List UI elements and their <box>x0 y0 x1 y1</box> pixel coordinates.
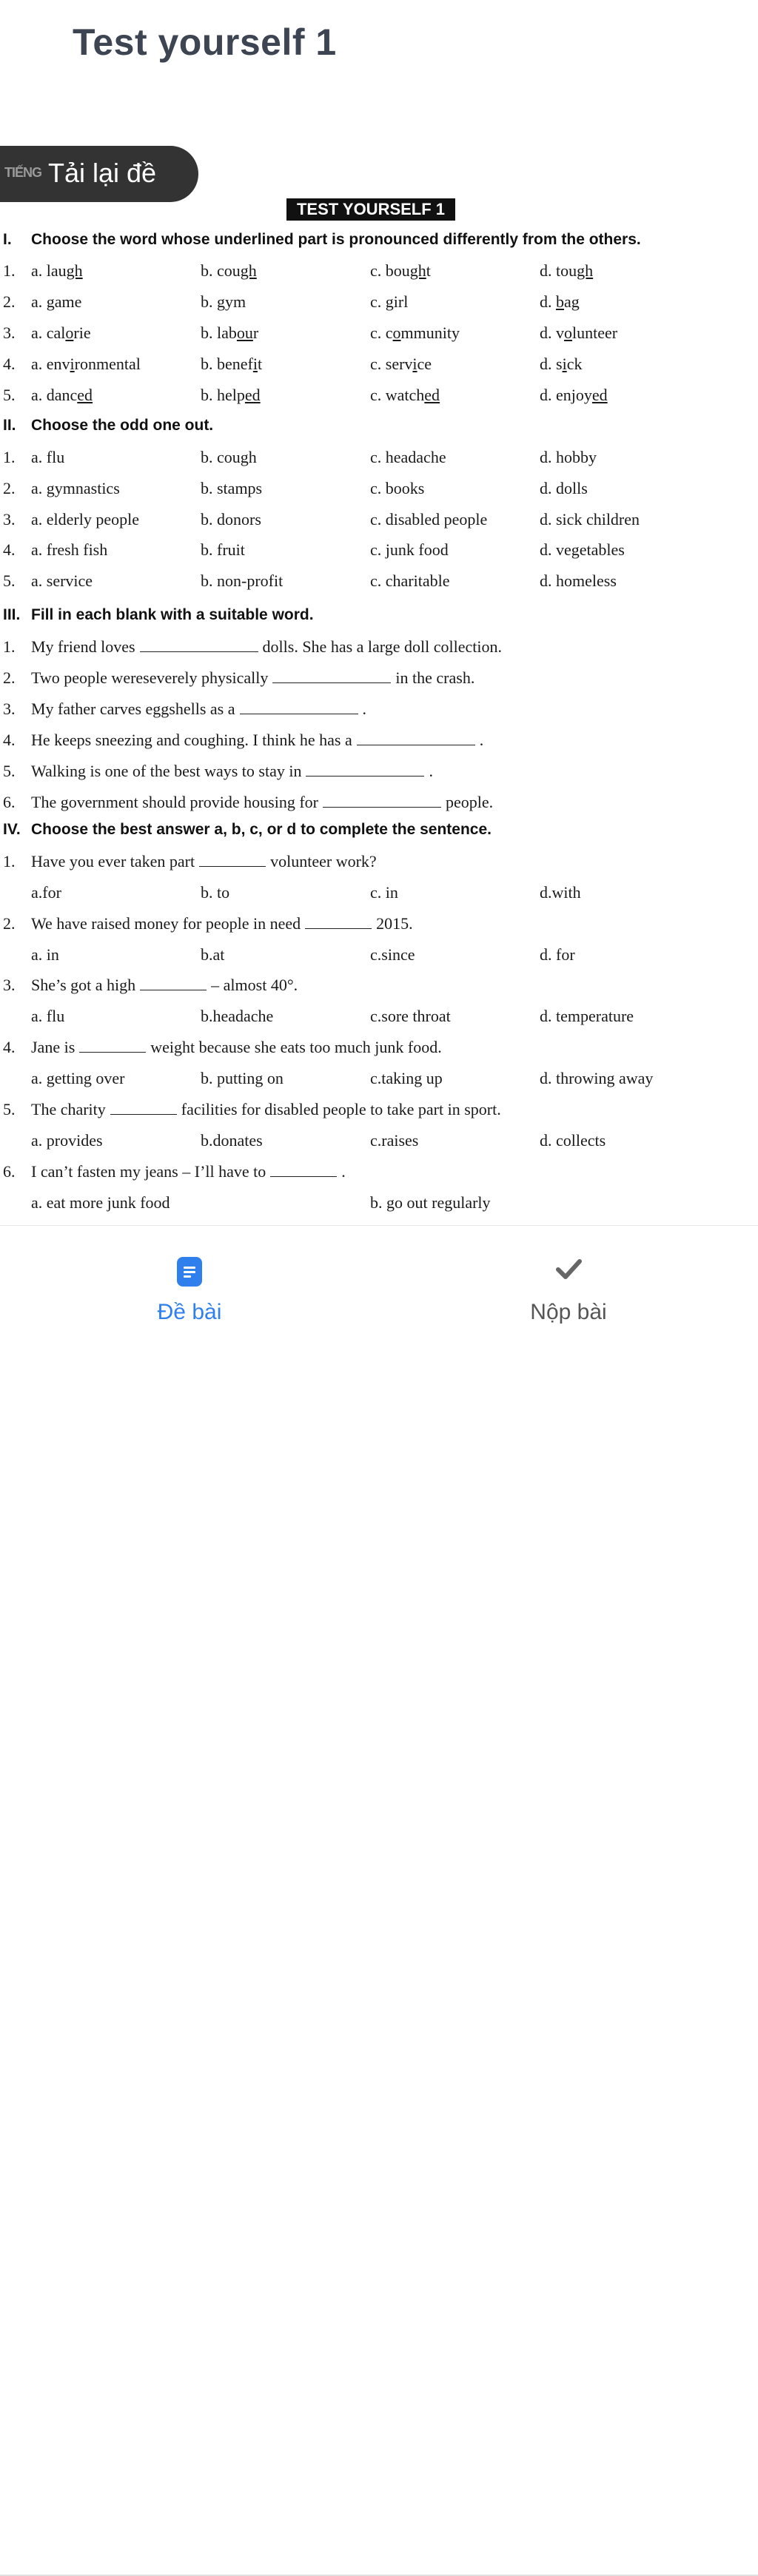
answer-option[interactable]: b.at <box>201 945 225 964</box>
answer-option[interactable]: a. in <box>31 945 59 964</box>
section-number: II. <box>3 417 16 434</box>
answer-option[interactable]: b.donates <box>201 1131 263 1150</box>
answer-blank[interactable] <box>323 794 441 808</box>
document-icon <box>177 1257 202 1287</box>
answer-option[interactable]: d. sick children <box>540 510 640 529</box>
mc-options-row <box>0 1007 758 1029</box>
answer-blank[interactable] <box>306 762 424 777</box>
question-number: 1. <box>3 261 16 280</box>
answer-option[interactable]: c. watched <box>370 386 440 404</box>
fill-blank-row <box>0 793 758 815</box>
answer-option[interactable]: a. getting over <box>31 1069 125 1087</box>
answer-option[interactable]: a. flu <box>31 1007 65 1025</box>
page-title: Test yourself 1 <box>73 21 337 63</box>
answer-blank[interactable] <box>240 700 358 714</box>
question-row <box>0 540 758 563</box>
answer-option[interactable]: a. flu <box>31 448 65 466</box>
mc-question-row <box>0 976 758 998</box>
section-heading <box>3 821 492 839</box>
fill-blank-row <box>0 668 758 691</box>
answer-blank[interactable] <box>270 1163 337 1177</box>
answer-option[interactable]: b. putting on <box>201 1069 284 1087</box>
answer-option[interactable]: b. donors <box>201 510 261 529</box>
answer-blank[interactable] <box>357 731 475 745</box>
section-heading <box>3 417 213 435</box>
underlined-part: i <box>562 355 567 373</box>
answer-option[interactable]: b. cough <box>201 448 257 466</box>
answer-option[interactable]: a. eat more junk food <box>31 1193 170 1212</box>
worksheet <box>0 0 758 1225</box>
answer-option[interactable]: c. books <box>370 479 425 497</box>
answer-option[interactable]: b. labour <box>201 323 259 342</box>
question-number: 2. <box>3 292 16 311</box>
mc-question-row <box>0 1100 758 1122</box>
answer-option[interactable]: d. tough <box>540 261 594 280</box>
answer-option[interactable]: a. game <box>31 292 82 311</box>
section-heading <box>3 231 641 249</box>
answer-option[interactable]: b. gym <box>201 292 246 311</box>
underlined-part: b <box>556 292 564 311</box>
answer-option[interactable]: a. service <box>31 571 93 590</box>
test-header: TEST YOURSELF 1 <box>286 198 455 221</box>
question-text: The government should provide housing for people. <box>31 793 494 811</box>
tab-submit[interactable] <box>379 1226 758 1352</box>
answer-option[interactable]: b. fruit <box>201 540 245 559</box>
question-number: 4. <box>3 1038 16 1056</box>
question-text: We have raised money for people in need 2015. <box>31 914 413 933</box>
answer-option[interactable]: d. bag <box>540 292 580 311</box>
answer-option[interactable]: c. bought <box>370 261 431 280</box>
underlined-part: gh <box>409 261 426 280</box>
question-row <box>0 386 758 408</box>
underlined-part: ed <box>591 386 608 404</box>
mc-question-row <box>0 1162 758 1184</box>
answer-option[interactable]: c. charitable <box>370 571 450 590</box>
answer-option[interactable]: d. enjoyed <box>540 386 608 404</box>
underlined-part: o <box>65 323 74 342</box>
answer-option[interactable]: d. homeless <box>540 571 617 590</box>
question-number: 6. <box>3 793 16 811</box>
answer-option[interactable]: d. for <box>540 945 575 964</box>
answer-option[interactable]: a. elderly people <box>31 510 139 529</box>
fill-blank-row <box>0 762 758 784</box>
tab-problem-label: Đề bài <box>157 1300 222 1324</box>
answer-option[interactable]: c. disabled people <box>370 510 488 529</box>
question-row <box>0 292 758 315</box>
answer-option[interactable]: a. environmental <box>31 355 141 373</box>
question-number: 3. <box>3 700 16 718</box>
section-instruction: Choose the word whose underlined part is pronounced differently from the others. <box>31 231 641 248</box>
answer-blank[interactable] <box>199 853 266 867</box>
underlined-part: i <box>252 355 258 373</box>
bottom-nav <box>0 1225 758 1352</box>
question-number: 5. <box>3 386 16 404</box>
underlined-part: gh <box>66 261 83 280</box>
fill-blank-row <box>0 637 758 660</box>
question-text: She’s got a high – almost 40°. <box>31 976 298 994</box>
answer-option[interactable]: b. to <box>201 883 230 902</box>
answer-blank[interactable] <box>140 976 207 990</box>
answer-blank[interactable] <box>305 915 372 929</box>
question-number: 5. <box>3 762 16 780</box>
answer-option[interactable]: a. laugh <box>31 261 83 280</box>
question-number: 1. <box>3 852 16 871</box>
section-heading <box>3 606 314 624</box>
answer-option[interactable]: c. headache <box>370 448 446 466</box>
answer-option[interactable]: d. dolls <box>540 479 588 497</box>
mc-question-row <box>0 852 758 874</box>
answer-option[interactable]: d. sick <box>540 355 583 373</box>
answer-option[interactable]: c. service <box>370 355 432 373</box>
tab-submit-label: Nộp bài <box>530 1300 607 1324</box>
answer-option[interactable]: a. danced <box>31 386 93 404</box>
answer-option[interactable]: d. collects <box>540 1131 606 1150</box>
mc-options-row <box>0 1193 758 1215</box>
underlined-part: i <box>412 355 417 373</box>
section-instruction: Fill in each blank with a suitable word. <box>31 606 314 623</box>
underlined-part: ed <box>424 386 440 404</box>
question-number: 5. <box>3 1100 16 1118</box>
answer-option[interactable]: c. junk food <box>370 540 449 559</box>
answer-option[interactable]: a. gymnastics <box>31 479 120 497</box>
section-instruction: Choose the odd one out. <box>31 417 214 434</box>
mc-options-row <box>0 1131 758 1153</box>
question-number: 4. <box>3 731 16 749</box>
underlined-part: g <box>217 292 225 311</box>
answer-blank[interactable] <box>110 1101 177 1115</box>
answer-option[interactable]: a.for <box>31 883 61 902</box>
section-instruction: Choose the best answer a, b, c, or d to complete the sentence. <box>31 821 492 838</box>
question-number: 6. <box>3 1162 16 1181</box>
question-text: Have you ever taken part volunteer work? <box>31 852 377 871</box>
tab-problem[interactable] <box>0 1226 379 1352</box>
answer-blank[interactable] <box>272 669 391 683</box>
answer-option[interactable]: d. throwing away <box>540 1069 654 1087</box>
mc-options-row <box>0 883 758 905</box>
underlined-part: o <box>392 323 401 342</box>
answer-blank[interactable] <box>79 1039 146 1053</box>
answer-option[interactable]: c.since <box>370 945 415 964</box>
question-row <box>0 323 758 346</box>
underlined-part: gh <box>240 261 257 280</box>
mc-question-row <box>0 914 758 936</box>
question-row <box>0 510 758 532</box>
reload-test-label: Tải lại đề <box>48 158 157 188</box>
section-number: III. <box>3 606 21 623</box>
question-row <box>0 448 758 470</box>
question-text: My friend loves dolls. She has a large doll collection. <box>31 637 502 656</box>
question-row <box>0 261 758 284</box>
answer-blank[interactable] <box>140 638 258 652</box>
answer-option[interactable]: b.headache <box>201 1007 274 1025</box>
question-text: My father carves eggshells as a . <box>31 700 367 718</box>
checkmark-icon <box>554 1254 583 1284</box>
answer-option[interactable]: d. temperature <box>540 1007 634 1025</box>
question-text: He keeps sneezing and coughing. I think he has a . <box>31 731 484 749</box>
answer-option[interactable]: b. helped <box>201 386 261 404</box>
mc-options-row <box>0 1069 758 1091</box>
underlined-part: i <box>70 355 75 373</box>
question-text: Two people wereseverely physically in the crash. <box>31 668 475 687</box>
question-number: 3. <box>3 976 16 994</box>
question-row <box>0 571 758 594</box>
answer-option[interactable]: b. stamps <box>201 479 263 497</box>
question-number: 2. <box>3 668 16 687</box>
question-row <box>0 479 758 501</box>
answer-option[interactable]: d.with <box>540 883 581 902</box>
question-number: 2. <box>3 914 16 933</box>
answer-option[interactable]: b. cough <box>201 261 257 280</box>
question-number: 4. <box>3 355 16 373</box>
mc-options-row <box>0 945 758 967</box>
answer-option[interactable]: c.taking up <box>370 1069 443 1087</box>
answer-option[interactable]: c. girl <box>370 292 409 311</box>
answer-option[interactable]: d. vegetables <box>540 540 625 559</box>
fill-blank-row <box>0 731 758 753</box>
underlined-part: o <box>564 323 572 342</box>
question-number: 4. <box>3 540 16 559</box>
answer-option[interactable]: b. non-profit <box>201 571 284 590</box>
underlined-part: gh <box>577 261 594 280</box>
answer-option[interactable]: a. calorie <box>31 323 91 342</box>
answer-option[interactable]: c.raises <box>370 1131 419 1150</box>
question-number: 3. <box>3 510 16 529</box>
answer-option[interactable]: d. volunteer <box>540 323 618 342</box>
question-text: I can’t fasten my jeans – I’ll have to . <box>31 1162 346 1181</box>
answer-option[interactable]: a. fresh fish <box>31 540 108 559</box>
mc-question-row <box>0 1038 758 1060</box>
underlined-part: ed <box>77 386 93 404</box>
underlined-part: ed <box>244 386 261 404</box>
answer-option[interactable]: b. go out regularly <box>370 1193 491 1212</box>
question-number: 1. <box>3 448 16 466</box>
question-number: 2. <box>3 479 16 497</box>
answer-option[interactable]: c. in <box>370 883 398 902</box>
underlined-part: g <box>46 292 55 311</box>
question-text: The charity facilities for disabled people to take part in sport. <box>31 1100 501 1118</box>
answer-option[interactable]: d. hobby <box>540 448 597 466</box>
question-number: 5. <box>3 571 16 590</box>
answer-option[interactable]: c.sore throat <box>370 1007 451 1025</box>
underlined-part: g <box>385 292 394 311</box>
reload-test-button[interactable] <box>0 146 198 202</box>
underlined-part: ou <box>236 323 253 342</box>
fill-blank-row <box>0 700 758 722</box>
behind-overlay-text: TIẾNG <box>4 165 42 180</box>
section-number: I. <box>3 231 12 248</box>
question-text: Walking is one of the best ways to stay in . <box>31 762 433 780</box>
question-number: 3. <box>3 323 16 342</box>
question-number: 1. <box>3 637 16 656</box>
answer-option[interactable]: a. provides <box>31 1131 103 1150</box>
question-text: Jane is weight because she eats too much junk food. <box>31 1038 442 1056</box>
question-row <box>0 355 758 377</box>
section-number: IV. <box>3 821 21 838</box>
answer-option[interactable]: b. benefit <box>201 355 263 373</box>
answer-option[interactable]: c. community <box>370 323 460 342</box>
